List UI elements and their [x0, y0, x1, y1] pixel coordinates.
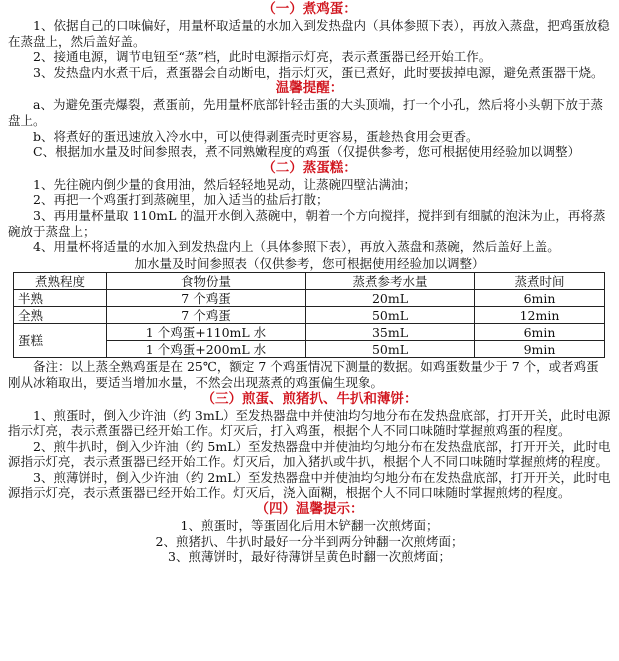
table-note: 备注：以上蒸全熟鸡蛋是在 25℃，额定 7 个鸡蛋情况下测量的数据。如鸡蛋数量少于 7 个，或者鸡蛋刚从冰箱取出，要适当增加水量，不然会出现蒸煮的鸡蛋偏生现象。 [8, 359, 599, 390]
cell-water: 35mL [306, 324, 475, 341]
cake-step-1: 1、先往碗内倒少量的食用油，然后轻轻地晃动，让蒸碗四壁沾满油； [33, 176, 416, 192]
table-row [14, 307, 605, 324]
cell-portion: 7 个鸡蛋 [107, 290, 306, 307]
cell-portion: 1 个鸡蛋+110mL 水 [107, 324, 306, 341]
cell-water: 50mL [306, 341, 475, 358]
section-title-steam-cake: （二）蒸蛋糕： [262, 159, 357, 176]
cell-portion: 1 个鸡蛋+200mL 水 [107, 341, 306, 358]
boil-step-1: 1、依据自己的口味偏好，用量杯取适量的水加入到发热盘内（具体参照下表），再放入蒸盘，把鸡蛋放稳在蒸盘上，然后盖好盖。 [8, 18, 610, 49]
header-doneness: 煮熟程度 [14, 273, 107, 290]
fry-step-1: 1、煎蛋时，倒入少许油（约 3mL）至发热器盘中并使油均匀地分布在发热盘底部，打开开关，此时电源指示灯亮，表示煮蛋器已经开始工作。灯灭后，打入鸡蛋，根据个人不同口味随时掌握煎鸡蛋的程度。 [8, 407, 611, 439]
cell-time: 6min [475, 324, 605, 341]
table-caption: 加水量及时间参照表（仅供参考，您可根据使用经验加以调整） [134, 255, 485, 271]
cell-time: 6min [475, 290, 605, 307]
warm-tip-3: 3、煎薄饼时，最好待薄饼呈黄色时翻一次煎烤面； [168, 549, 451, 565]
tip-c: C、根据加水量及时间参照表，煮不同熟嫩程度的鸡蛋（仅提供参考，您可根据使用经验加以调整） [33, 144, 581, 160]
header-time: 蒸煮时间 [475, 273, 605, 290]
cake-step-3: 3、再用量杯量取 110mL 的温开水倒入蒸碗中，朝着一个方向搅拌，搅拌到有细腻的泡沫为止，再将蒸碗放于蒸盘上； [8, 207, 606, 239]
water-time-table [13, 272, 605, 358]
cell-water: 50mL [306, 307, 475, 324]
cake-step-4: 4、用量杯将适量的水加入到发热盘内上（具体参照下表），再放入蒸盘和蒸碗，然后盖好上盖。 [33, 239, 560, 255]
section-title-fry: （三）煎蛋、煎猪扒、牛扒和薄饼： [201, 390, 418, 407]
boil-step-3: 3、发热盘内水煮干后，煮蛋器会自动断电，指示灯灭，蛋已煮好，此时要拔掉电源，避免煮蛋器干烧。 [33, 64, 604, 80]
warm-tip-1: 1、煎蛋时，等蛋固化后用木铲翻一次煎烤面； [180, 518, 439, 534]
header-water: 蒸煮参考水量 [306, 273, 475, 290]
section-title-tips: 温馨提醒： [275, 80, 344, 97]
cell-doneness: 蛋糕 [14, 324, 107, 358]
warm-tip-2: 2、煎猪扒、牛扒时最好一分半到两分钟翻一次煎烤面； [155, 533, 464, 549]
cell-doneness: 全熟 [14, 307, 107, 324]
header-portion: 食物份量 [107, 273, 306, 290]
section-title-warm-tips: （四）温馨提示： [255, 501, 364, 518]
fry-step-3: 3、煎薄饼时，倒入少许油（约 2mL）至发热器盘中并使油均匀地分布在发热盘底部，打开开关，此时电源指示灯亮，表示煮蛋器已经开始工作。灯灭后，浇入面糊，根据个人不同口味随时掌握煎烤的程度。 [8, 469, 611, 501]
tip-b: b、将煮好的蛋迅速放入冷水中，可以使得剥蛋壳时更容易，蛋趁热食用会更香。 [33, 128, 479, 144]
cell-time: 9min [475, 341, 605, 358]
table-row [14, 324, 605, 341]
table-header-row [14, 273, 605, 290]
tip-a: a、为避免蛋壳爆裂，煮蛋前，先用量杯底部针轻击蛋的大头顶端，打一个小孔，然后将小头朝下放于蒸盘上。 [8, 97, 603, 128]
boil-step-2: 2、接通电源，调节电钮至“蒸”档，此时电源指示灯亮，表示煮蛋器已经开始工作。 [33, 49, 492, 65]
table-row [14, 290, 605, 307]
cell-doneness: 半熟 [14, 290, 107, 307]
cell-water: 20mL [306, 290, 475, 307]
fry-step-2: 2、煎牛扒时，倒入少许油（约 5mL）至发热器盘中并使油均匀地分布在发热盘底部，打开开关，此时电源指示灯亮，表示煮蛋器已经开始工作。灯灭后，加入猪扒或牛扒，根据个人不同口味随时掌握煎烤的程度。 [8, 438, 611, 470]
cell-portion: 7 个鸡蛋 [107, 307, 306, 324]
section-title-boil-eggs: （一）煮鸡蛋： [262, 1, 357, 17]
cake-step-2: 2、再把一个鸡蛋打到蒸碗里，加入适当的盐后打散； [33, 192, 329, 208]
cell-time: 12min [475, 307, 605, 324]
